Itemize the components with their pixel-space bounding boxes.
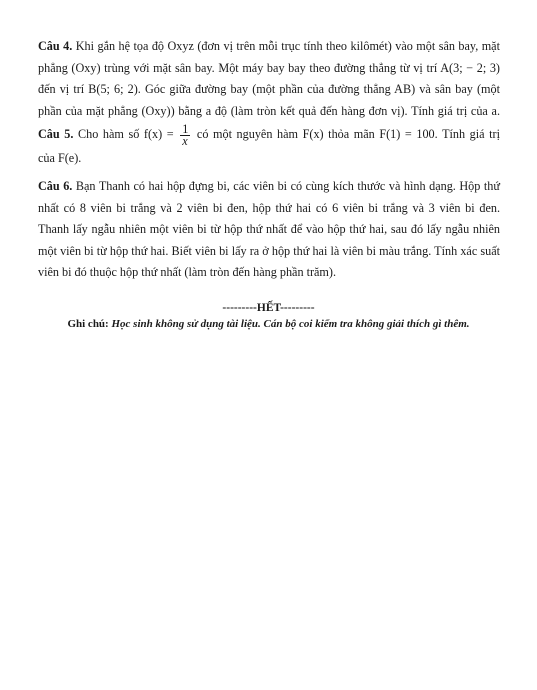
question-6-label: Câu 6. (38, 179, 73, 193)
question-4-line-1 (38, 36, 500, 58)
question-6-line-3: Thanh lấy ngẫu nhiên một viên bi từ hộp thứ nhất để vào hộp thứ hai, sau đó lấy ngẫu nhiên (38, 222, 500, 236)
question-5-line-2: của F(e). (38, 151, 82, 165)
fraction-numerator: 1 (182, 121, 189, 136)
question-5-label: Câu 5. (38, 127, 74, 141)
footer-note (0, 318, 537, 330)
fraction-one-over-x (180, 121, 190, 148)
question-6-line-5: viên bi đó thuộc hộp thứ nhất (làm tròn đến hàng phần trăm). (38, 265, 337, 279)
question-4-line-4: phần của mặt phẳng (Oxy)) bằng a độ (làm tròn kết quả đến hàng đơn vị). Tính giá trị của a. (38, 103, 500, 118)
note-text: Học sinh không sử dụng tài liệu. Cán bộ coi kiểm tra không giải thích gì thêm. (108, 318, 470, 330)
question-6-line-2: nhất có 8 viên bi trắng và 2 viên bi đen, hộp thứ hai có 6 viên bi trắng và 3 viên bi đen. (38, 200, 500, 215)
question-4-line-3: đến vị trí B(5; 6; 2). Góc giữa đường bay (một phần của đường thẳng AB) và sân bay (một (38, 82, 500, 96)
note-label: Ghi chú: (67, 318, 109, 330)
question-5-text-1b: có một nguyên hàm F(x) thỏa mãn F(1) = 100. Tính giá trị (192, 127, 500, 141)
question-4-label: Câu 4. (38, 39, 73, 53)
question-6-line-1 (38, 176, 500, 198)
question-4-text-1: Khi gắn hệ tọa độ Oxyz (đơn vị trên mỗi trục tính theo kilômét) vào một sân bay, mặt (72, 39, 500, 53)
question-4 (38, 36, 500, 122)
question-4-line-2: phẳng (Oxy) trùng với mặt sân bay. Một máy bay bay theo đường thẳng từ vị trí A(3; − 2; 3) (38, 60, 500, 75)
question-5-line-1 (38, 120, 500, 148)
question-6-text-1: Bạn Thanh có hai hộp đựng bi, các viên bi có cùng kích thước và hình dạng. Hộp thứ (72, 179, 500, 193)
question-5 (38, 120, 500, 170)
question-6-line-4: một viên bi từ hộp thứ hai. Biết viên bi lấy ra ở hộp thứ hai là viên bi màu trắng. Tính xác suất (38, 243, 500, 258)
question-6 (38, 176, 500, 284)
question-5-text-1a: Cho hàm số f(x) = (73, 127, 179, 141)
fraction-denominator: x (182, 133, 188, 148)
end-marker: ---------HẾT--------- (222, 302, 315, 314)
